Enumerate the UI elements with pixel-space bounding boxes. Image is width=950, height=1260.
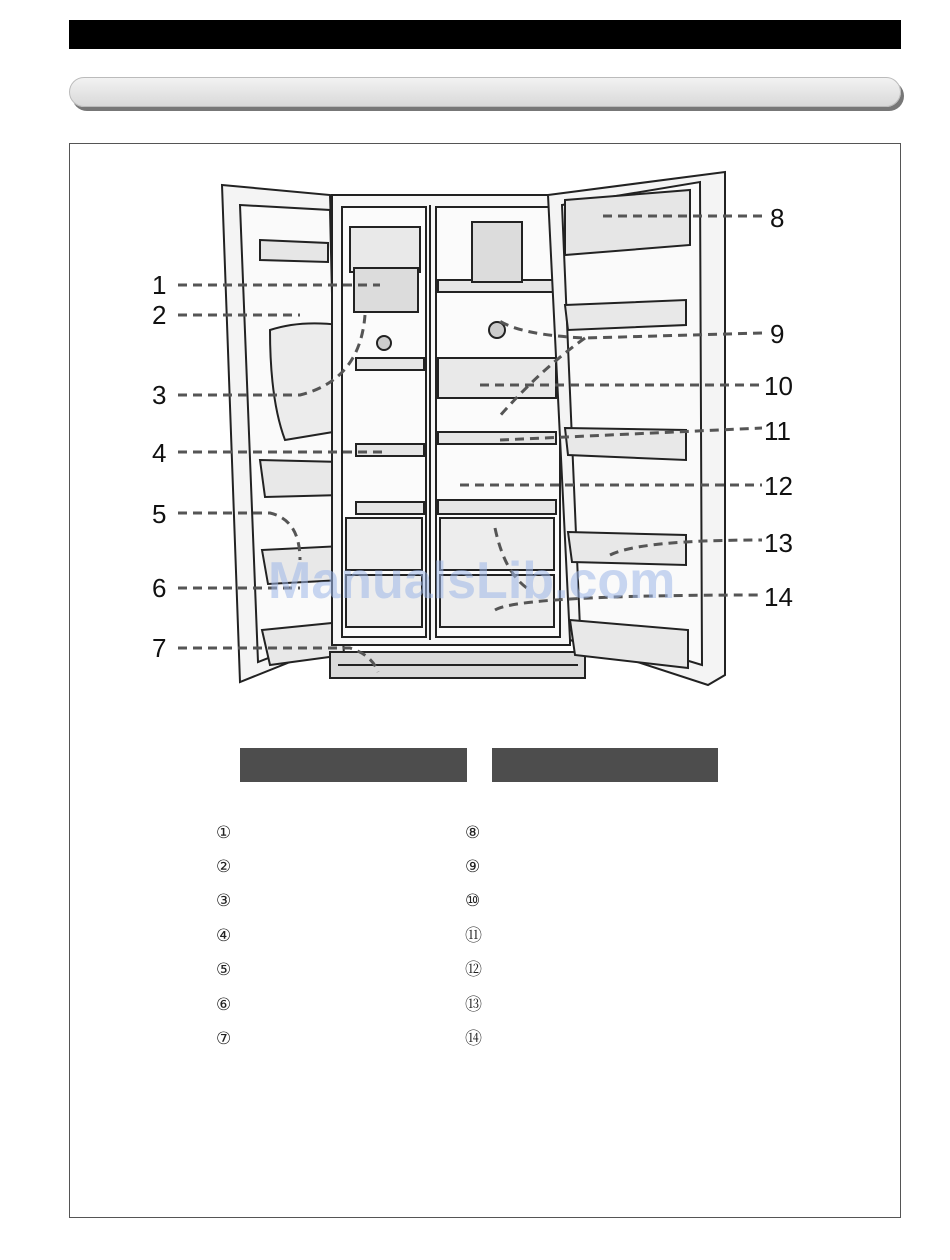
callout-11: 11: [764, 416, 791, 446]
column-header-right: [492, 748, 718, 782]
index-item-4: ④: [216, 926, 232, 946]
callout-8: 8: [770, 203, 785, 233]
callout-1: 1: [152, 270, 167, 300]
index-item-6: ⑥: [216, 995, 232, 1015]
callout-3: 3: [152, 380, 167, 410]
callout-7: 7: [152, 633, 167, 663]
index-item-13: ⑬: [465, 995, 482, 1015]
base-grille: [330, 652, 585, 678]
callout-6: 6: [152, 573, 167, 603]
callout-5: 5: [152, 499, 167, 529]
index-item-10: ⑩: [465, 891, 481, 911]
callout-13: 13: [764, 528, 793, 558]
index-item-5: ⑤: [216, 960, 232, 980]
callout-10: 10: [764, 371, 793, 401]
index-item-11: ⑪: [465, 926, 482, 946]
index-item-14: ⑭: [465, 1029, 482, 1049]
index-item-9: ⑨: [465, 857, 481, 877]
callout-14: 14: [764, 582, 793, 612]
index-item-8: ⑧: [465, 823, 481, 843]
callout-12: 12: [764, 471, 793, 501]
index-item-7: ⑦: [216, 1029, 232, 1049]
watermark: ManualsLib.com: [268, 552, 676, 610]
index-item-2: ②: [216, 857, 232, 877]
callout-4: 4: [152, 438, 167, 468]
index-item-1: ①: [216, 823, 232, 843]
callout-2: 2: [152, 300, 167, 330]
index-item-3: ③: [216, 891, 232, 911]
column-header-left: [240, 748, 467, 782]
index-item-12: ⑫: [465, 960, 482, 980]
callout-9: 9: [770, 319, 785, 349]
